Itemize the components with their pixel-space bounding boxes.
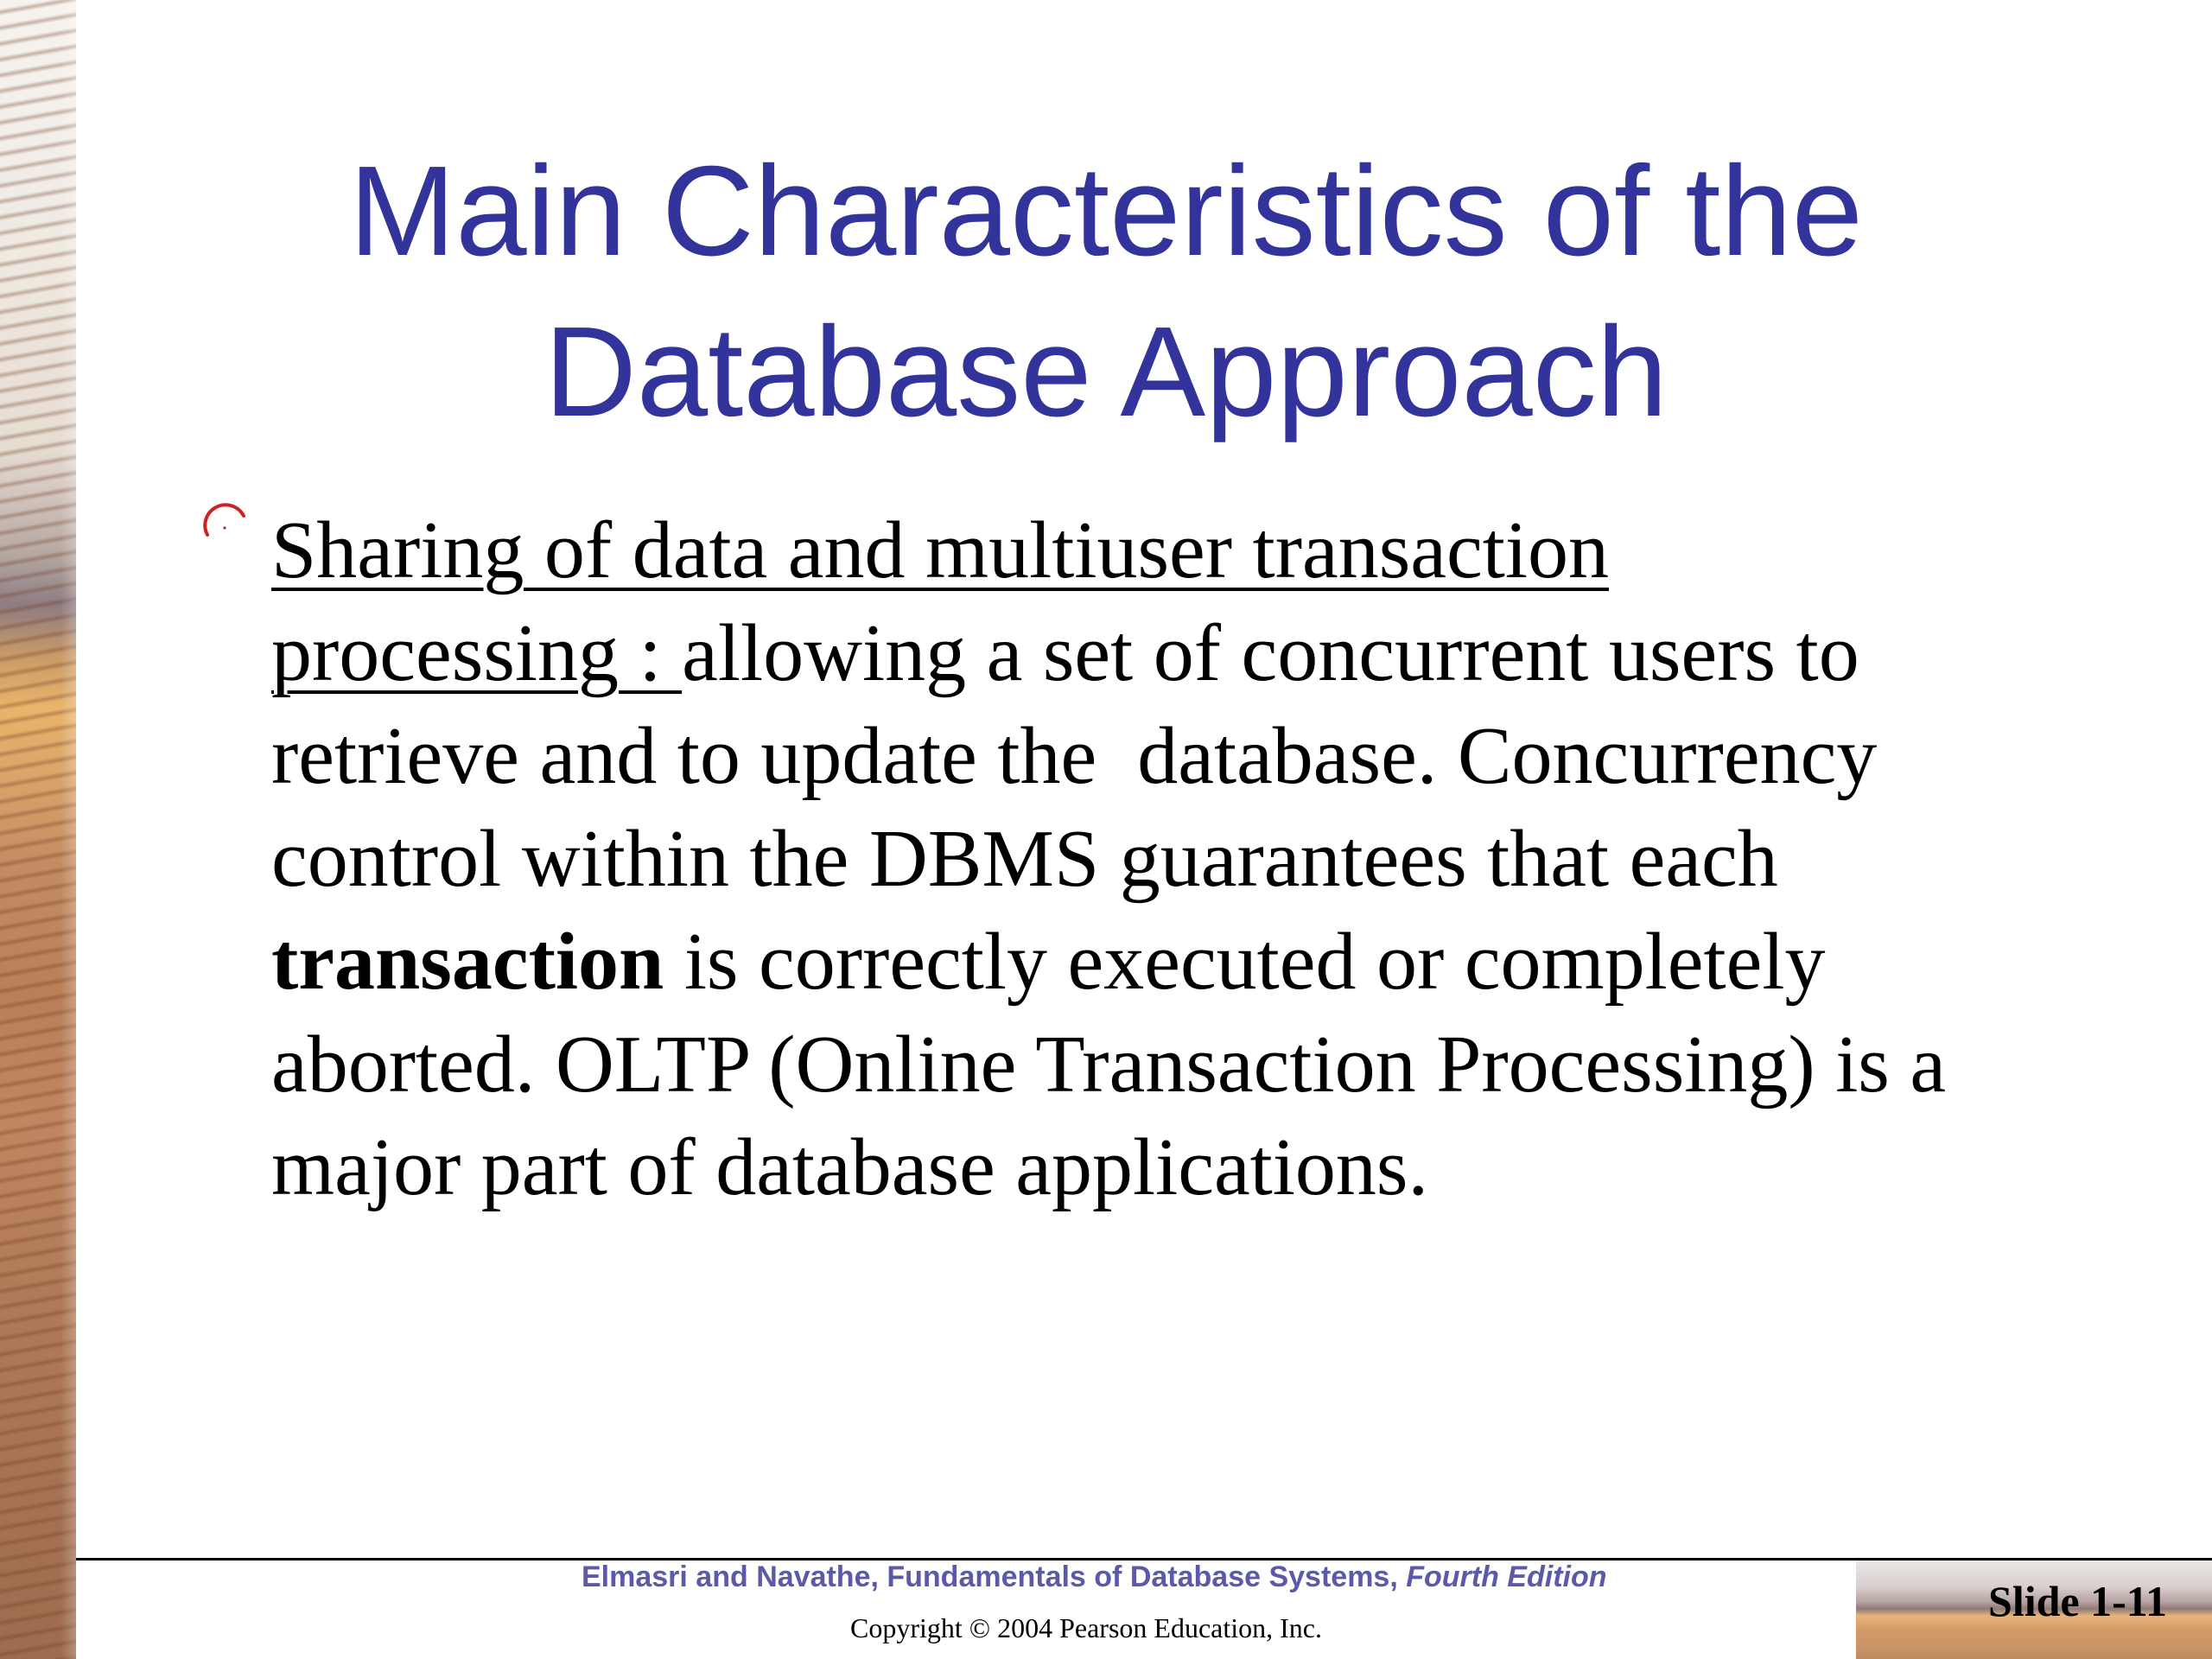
- desert-image-strip-shade: [0, 0, 76, 1659]
- slide-number: Slide 1-11: [1988, 1577, 2167, 1625]
- footer-book-title: Elmasri and Navathe, Fundamentals of Database Systems,: [582, 1560, 1407, 1593]
- title-line-2: Database Approach: [543, 301, 1669, 443]
- bullet-text-1: allowing a set of concurrent users to retrieve and to update the database. Concurrency control within the DBMS guarantees that each: [271, 608, 1897, 904]
- slide-title: [112, 131, 2100, 453]
- bullet-lead-underlined-2: processing :: [271, 608, 683, 698]
- bullet-lead-underlined-1: Sharing of data and multiuser transaction: [271, 505, 1609, 595]
- bullet-text-2: is correctly executed or completely aborted. OLTP (Online Transaction Processing) is a major part of database applications.: [271, 917, 1967, 1212]
- footer-copyright: Copyright © 2004 Pearson Education, Inc.: [850, 1612, 1322, 1643]
- footer-book-edition: Fourth Edition: [1406, 1560, 1607, 1593]
- bullet-body-text: [271, 499, 2017, 1219]
- bullet-bold-term: transaction: [271, 917, 664, 1007]
- footer-book-credit: [76, 1560, 2212, 1594]
- hollow-arc-bullet-icon: [195, 497, 251, 552]
- title-line-1: Main Characteristics of the: [348, 140, 1863, 283]
